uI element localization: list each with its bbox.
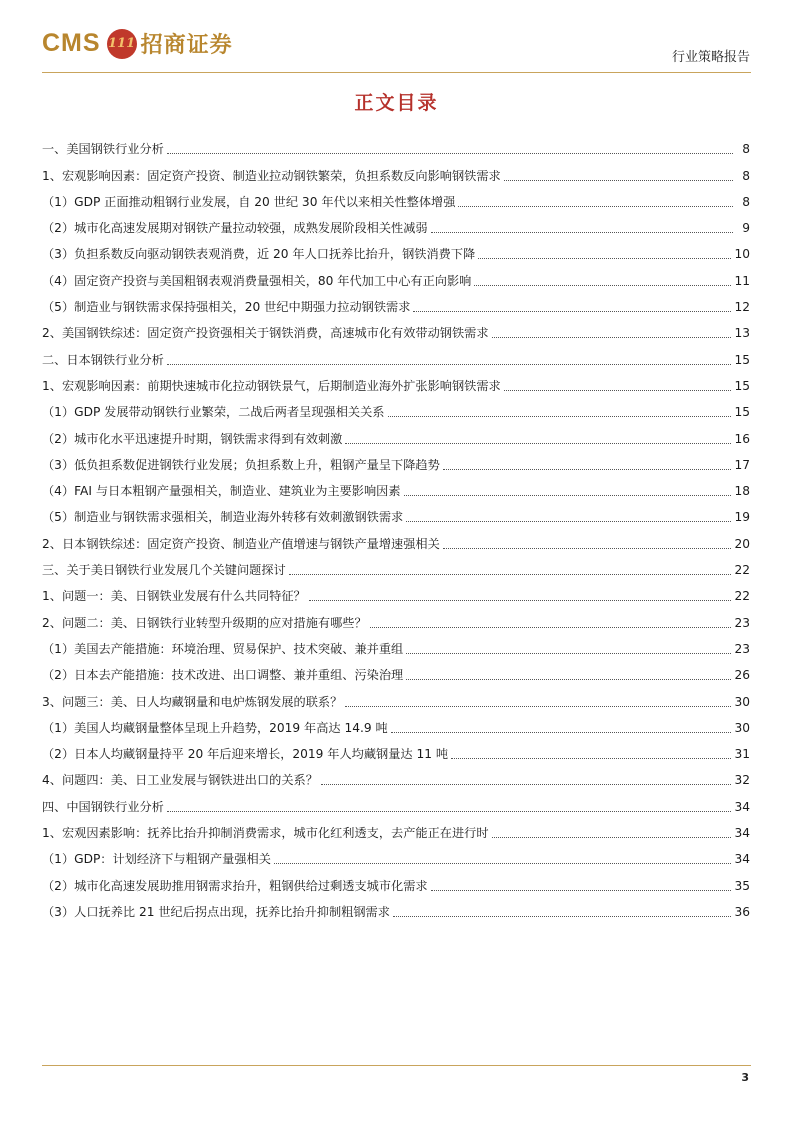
toc-dot-leader [431,232,733,233]
toc-dot-leader [413,311,731,312]
toc-entry-page[interactable]: 9 [742,221,750,236]
toc-entry-title[interactable]: （2）日本人均藏钢量持平 20 年后迎来增长，2019 年人均藏钢量达 11 吨 [42,747,449,762]
toc-entry-title[interactable]: 三、关于美日钢铁行业发展几个关键问题探讨 [42,563,286,578]
toc-entry-page[interactable]: 15 [734,405,750,420]
toc-entry-title[interactable]: （1）美国人均藏钢量整体呈现上升趋势，2019 年高达 14.9 吨 [42,720,388,735]
toc-entry-title[interactable]: 二、日本钢铁行业分析 [42,352,164,367]
toc-entry-title[interactable]: （3）负担系数反向驱动钢铁表观消费，近 20 年人口抚养比抬升，钢铁消费下降 [42,247,476,262]
toc-dot-leader [391,732,732,733]
logo-emblem-icon: 111 [107,29,137,59]
toc-entry-title[interactable]: 1、问题一：美、日钢铁业发展有什么共同特征？ [42,589,306,604]
company-logo [42,28,233,59]
toc-entry-page[interactable]: 35 [734,878,750,893]
toc-entry[interactable] [42,841,750,867]
toc-dot-leader [345,443,731,444]
toc-entry-page[interactable]: 8 [742,142,750,157]
toc-entry-page[interactable]: 31 [734,747,750,762]
toc-entry-title[interactable]: （5）制造业与钢铁需求强相关，制造业海外转移有效刺激钢铁需求 [42,510,404,525]
toc-entry-title[interactable]: 3、问题三：美、日人均藏钢量和电炉炼钢发展的联系？ [42,694,343,709]
toc-entry[interactable] [42,236,750,262]
toc-entry[interactable] [42,184,750,210]
toc-entry-page[interactable]: 11 [734,273,750,288]
toc-entry[interactable] [42,525,750,551]
toc-entry-page[interactable]: 23 [734,615,750,630]
toc-entry[interactable] [42,473,750,499]
toc-dot-leader [443,548,732,549]
report-type-label: 行业策略报告 [671,50,750,65]
footer-divider [42,1065,751,1066]
toc-entry[interactable] [42,762,750,788]
toc-dot-leader [431,890,732,891]
toc-entry[interactable] [42,499,750,525]
toc-entry-title[interactable]: （2）城市化高速发展助推用钢需求抬升，粗钢供给过剩透支城市化需求 [42,878,428,893]
toc-entry[interactable] [42,736,750,762]
toc-entry[interactable] [42,657,750,683]
toc-entry-page[interactable]: 12 [734,300,750,315]
toc-entry[interactable] [42,867,750,893]
toc-dot-leader [393,916,732,917]
toc-entry-title[interactable]: 四、中国钢铁行业分析 [42,799,164,814]
toc-entry-title[interactable]: （4）FAI 与日本粗钢产量强相关，制造业、建筑业为主要影响因素 [42,484,401,499]
toc-dot-leader [388,416,732,417]
toc-dot-leader [474,285,731,286]
toc-dot-leader [404,495,732,496]
toc-entry[interactable] [42,315,750,341]
toc-entry-title[interactable]: （2）日本去产能措施：技术改进、出口调整、兼并重组、污染治理 [42,668,404,683]
toc-entry[interactable] [42,368,750,394]
toc-entry-title[interactable]: 一、美国钢铁行业分析 [42,142,164,157]
toc-entry-title[interactable]: （1）美国去产能措施：环境治理、贸易保护、技术突破、兼并重组 [42,641,404,656]
toc-entry[interactable] [42,341,750,367]
toc-entry[interactable] [42,894,750,920]
logo-chinese-text: 招商证券 [140,32,233,58]
toc-entry-title[interactable]: （5）制造业与钢铁需求保持强相关，20 世纪中期强力拉动钢铁需求 [42,300,411,315]
toc-entry-page[interactable]: 34 [734,826,750,841]
toc-entry-title[interactable]: （1）GDP 正面推动粗钢行业发展，自 20 世纪 30 年代以来相关性整体增强 [42,194,456,209]
toc-dot-leader [504,180,733,181]
table-of-contents [42,131,750,920]
page-number: 3 [741,1071,749,1084]
toc-entry[interactable] [42,552,750,578]
toc-entry[interactable] [42,210,750,236]
toc-entry-title[interactable]: 1、宏观影响因素：前期快速城市化拉动钢铁景气，后期制造业海外扩张影响钢铁需求 [42,378,501,393]
toc-dot-leader [370,627,732,628]
toc-entry-page[interactable]: 30 [734,720,750,735]
toc-entry-page[interactable]: 15 [734,352,750,367]
toc-entry[interactable] [42,710,750,736]
toc-dot-leader [309,600,732,601]
toc-dot-leader [451,758,731,759]
toc-dot-leader [274,863,732,864]
toc-entry[interactable] [42,447,750,473]
toc-entry-title[interactable]: 4、问题四：美、日工业发展与钢铁进出口的关系？ [42,773,318,788]
toc-dot-leader [321,784,732,785]
toc-entry-page[interactable]: 10 [734,247,750,262]
toc-entry[interactable] [42,420,750,446]
toc-entry[interactable] [42,262,750,288]
toc-entry-title[interactable]: 1、宏观影响因素：固定资产投资、制造业拉动钢铁繁荣，负担系数反向影响钢铁需求 [42,168,501,183]
toc-dot-leader [345,706,731,707]
toc-entry-title[interactable]: （2）城市化水平迅速提升时期，钢铁需求得到有效刺激 [42,431,343,446]
toc-entry-title[interactable]: （1）GDP：计划经济下与粗钢产量强相关 [42,852,271,867]
toc-entry[interactable] [42,604,750,630]
toc-entry[interactable] [42,631,750,657]
toc-dot-leader [167,153,733,154]
toc-entry-title[interactable]: 2、美国钢铁综述：固定资产投资强相关于钢铁消费，高速城市化有效带动钢铁需求 [42,326,489,341]
toc-entry-title[interactable]: （4）固定资产投资与美国粗钢表观消费量强相关，80 年代加工中心有正向影响 [42,273,472,288]
toc-entry-title[interactable]: 1、宏观因素影响：抚养比抬升抑制消费需求，城市化红利透支，去产能正在进行时 [42,826,489,841]
toc-dot-leader [458,206,733,207]
toc-entry[interactable] [42,683,750,709]
toc-dot-leader [443,469,732,470]
toc-entry-page[interactable]: 30 [734,694,750,709]
toc-dot-leader [167,811,732,812]
toc-entry[interactable] [42,131,750,157]
toc-entry-page[interactable]: 23 [734,641,750,656]
toc-dot-leader [167,364,732,365]
toc-entry[interactable] [42,815,750,841]
toc-entry-title[interactable]: （2）城市化高速发展期对钢铁产量拉动较强，成熟发展阶段相关性减弱 [42,221,428,236]
toc-dot-leader [289,574,732,575]
toc-dot-leader [504,390,732,391]
toc-entry-page[interactable]: 22 [734,563,750,578]
header-divider [42,72,751,73]
page-title: 正文目录 [354,92,439,114]
toc-entry-title[interactable]: （3）低负担系数促进钢铁行业发展；负担系数上升，粗钢产量呈下降趋势 [42,457,440,472]
toc-entry-page[interactable]: 26 [734,668,750,683]
logo-latin-text: CMS [42,29,101,57]
toc-entry-page[interactable]: 13 [734,326,750,341]
toc-entry-page[interactable]: 17 [734,457,750,472]
toc-entry[interactable] [42,289,750,315]
toc-entry-page[interactable]: 36 [734,904,750,919]
toc-entry-page[interactable]: 32 [734,773,750,788]
toc-dot-leader [492,837,732,838]
toc-entry-page[interactable]: 34 [734,799,750,814]
toc-entry-page[interactable]: 22 [734,589,750,604]
toc-entry-page[interactable]: 8 [742,194,750,209]
toc-entry-title[interactable]: （3）人口抚养比 21 世纪后拐点出现，抚养比抬升抑制粗钢需求 [42,904,390,919]
toc-entry-page[interactable]: 8 [742,168,750,183]
toc-entry[interactable] [42,578,750,604]
toc-entry-page[interactable]: 18 [734,484,750,499]
toc-entry-title[interactable]: （1）GDP 发展带动钢铁行业繁荣，二战后两者呈现强相关关系 [42,405,385,420]
toc-entry-title[interactable]: 2、问题二：美、日钢铁行业转型升级期的应对措施有哪些？ [42,615,367,630]
page-header [0,0,793,80]
toc-dot-leader [406,653,731,654]
toc-entry-page[interactable]: 15 [734,378,750,393]
toc-entry[interactable] [42,394,750,420]
toc-dot-leader [478,258,731,259]
toc-entry-page[interactable]: 19 [734,510,750,525]
toc-entry[interactable] [42,788,750,814]
toc-dot-leader [492,337,732,338]
toc-entry[interactable] [42,157,750,183]
toc-dot-leader [406,679,731,680]
toc-entry-page[interactable]: 34 [734,852,750,867]
toc-entry-title[interactable]: 2、日本钢铁综述：固定资产投资、制造业产值增速与钢铁产量增速强相关 [42,536,440,551]
toc-dot-leader [406,521,731,522]
toc-entry-page[interactable]: 16 [734,431,750,446]
toc-entry-page[interactable]: 20 [734,536,750,551]
